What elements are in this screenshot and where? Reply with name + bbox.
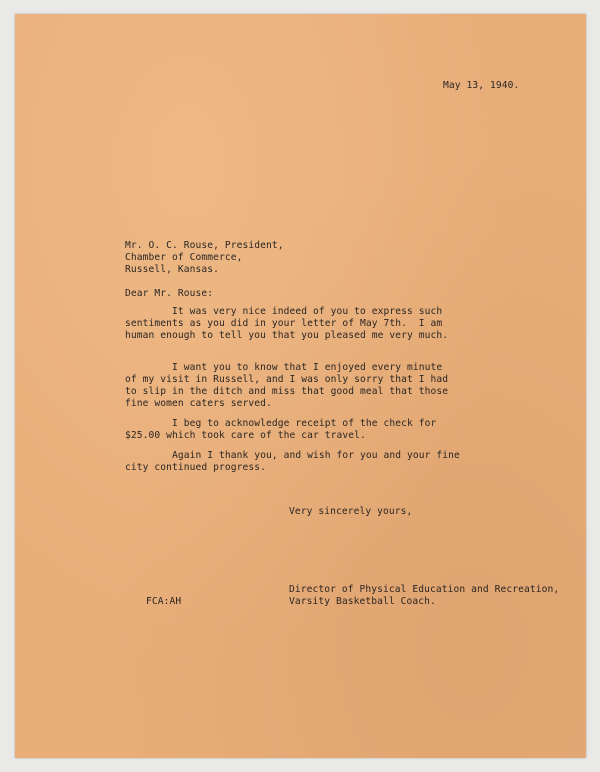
reference-initials: FCA:AH <box>146 596 182 607</box>
body-paragraph-4 <box>125 450 460 474</box>
paragraph-line: city continued progress. <box>125 462 267 473</box>
paragraph-line: $25.00 which took care of the car travel. <box>125 430 366 441</box>
paragraph-line: to slip in the ditch and miss that good meal that those <box>125 386 449 397</box>
paragraph-line: It was very nice indeed of you to express such <box>125 306 443 317</box>
salutation: Dear Mr. Rouse: <box>125 288 214 299</box>
body-paragraph-2 <box>125 362 448 410</box>
body-paragraph-1 <box>125 306 448 342</box>
paragraph-line: human enough to tell you that you pleased me very much. <box>125 330 449 341</box>
signature-line: Varsity Basketball Coach. <box>289 596 436 607</box>
paragraph-line: I want you to know that I enjoyed every minute <box>125 362 443 373</box>
recipient-address <box>125 240 284 276</box>
address-line: Russell, Kansas. <box>125 264 220 275</box>
paragraph-line: Again I thank you, and wish for you and your fine <box>125 450 460 461</box>
complimentary-close: Very sincerely yours, <box>289 506 413 517</box>
address-line: Chamber of Commerce, <box>125 252 243 263</box>
signature-line: Director of Physical Education and Recreation, <box>289 584 560 595</box>
signature-block <box>289 584 559 608</box>
letter-date: May 13, 1940. <box>443 80 520 91</box>
body-paragraph-3 <box>125 418 436 442</box>
paragraph-line: of my visit in Russell, and I was only sorry that I had <box>125 374 449 385</box>
address-line: Mr. O. C. Rouse, President, <box>125 240 284 251</box>
paragraph-line: fine women caters served. <box>125 398 272 409</box>
letter-page <box>15 14 586 758</box>
paragraph-line: I beg to acknowledge receipt of the check for <box>125 418 437 429</box>
paragraph-line: sentiments as you did in your letter of May 7th. I am <box>125 318 443 329</box>
